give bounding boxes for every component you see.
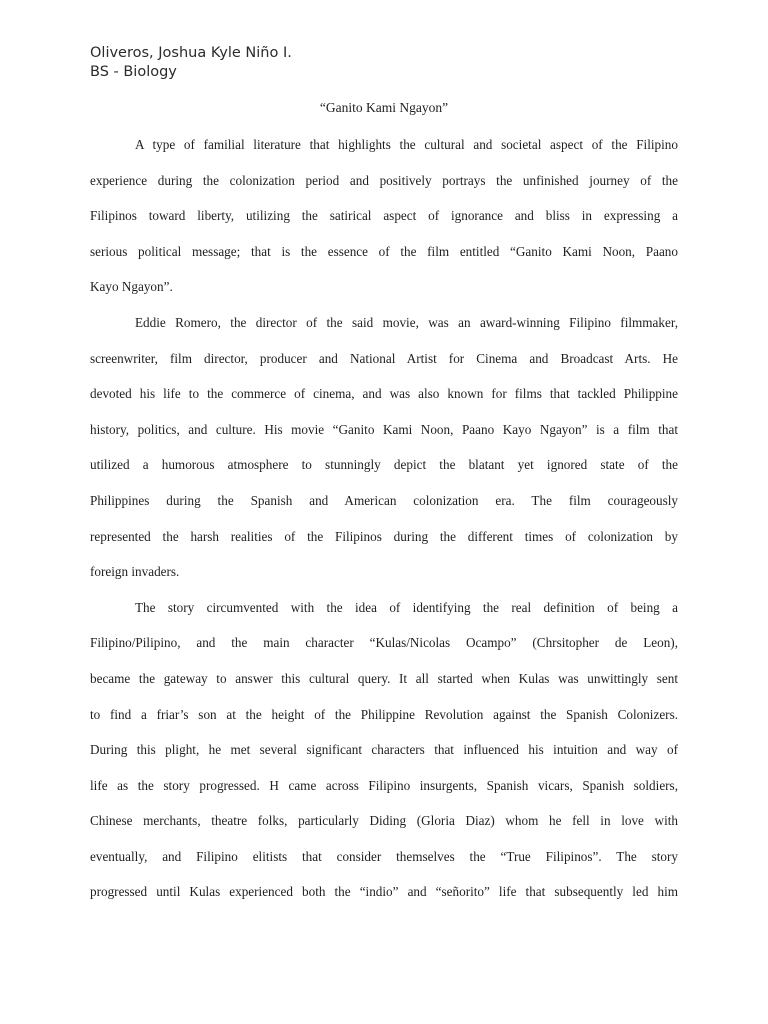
text-line: life as the story progressed. H came across Filipino insurgents, Spanish vicars, Spanish soldiers, bbox=[90, 777, 678, 793]
text-line: experience during the colonization period and positively portrays the unfinished journey of the bbox=[90, 172, 678, 188]
text-line: A type of familial literature that highlights the cultural and societal aspect of the Filipino bbox=[135, 137, 678, 152]
text-line: became the gateway to answer this cultural query. It all started when Kulas was unwittingly sent bbox=[90, 670, 678, 686]
text-line: serious political message; that is the essence of the film entitled “Ganito Kami Noon, Paano bbox=[90, 243, 678, 259]
course-name: BS - Biology bbox=[90, 64, 177, 80]
text-line: history, politics, and culture. His movie “Ganito Kami Noon, Paano Kayo Ngayon” is a film that bbox=[90, 421, 678, 437]
text-line: The story circumvented with the idea of identifying the real definition of being a bbox=[135, 599, 678, 615]
text-line: Eddie Romero, the director of the said movie, was an award-winning Filipino filmmaker, bbox=[135, 314, 678, 330]
paragraph bbox=[90, 133, 678, 311]
text-line: to find a friar’s son at the height of the Philippine Revolution against the Spanish Colonizers. bbox=[90, 706, 678, 722]
text-line: Kayo Ngayon”. bbox=[90, 279, 173, 295]
text-line: Filipino/Pilipino, and the main character “Kulas/Nicolas Ocampo” (Chrsitopher de Leon), bbox=[90, 635, 678, 651]
text-line: foreign invaders. bbox=[90, 564, 180, 580]
document-header bbox=[90, 44, 292, 82]
text-line: devoted his life to the commerce of cinema, and was also known for films that tackled Philippine bbox=[90, 386, 678, 402]
text-line: eventually, and Filipino elitists that consider themselves the “True Filipinos”. The story bbox=[90, 848, 678, 864]
text-line: screenwriter, film director, producer and National Artist for Cinema and Broadcast Arts. He bbox=[90, 350, 678, 366]
author-name: Oliveros, Joshua Kyle Niño I. bbox=[90, 45, 292, 61]
text-line: Filipinos toward liberty, utilizing the satirical aspect of ignorance and bliss in expressing a bbox=[90, 208, 678, 224]
paragraph bbox=[90, 311, 678, 596]
text-line: represented the harsh realities of the Filipinos during the different times of colonization by bbox=[90, 528, 678, 544]
paragraph bbox=[90, 596, 678, 916]
document-body bbox=[90, 133, 678, 916]
text-line: utilized a humorous atmosphere to stunningly depict the blatant yet ignored state of the bbox=[90, 457, 678, 473]
document-title: “Ganito Kami Ngayon” bbox=[319, 100, 449, 115]
text-line: During this plight, he met several significant characters that influenced his intuition and way of bbox=[90, 742, 678, 758]
text-line: progressed until Kulas experienced both the “indio” and “señorito” life that subsequently led him bbox=[90, 884, 678, 900]
text-line: Chinese merchants, theatre folks, particularly Diding (Gloria Diaz) whom he fell in love with bbox=[90, 813, 678, 829]
text-line: Philippines during the Spanish and American colonization era. The film courageously bbox=[90, 492, 678, 508]
